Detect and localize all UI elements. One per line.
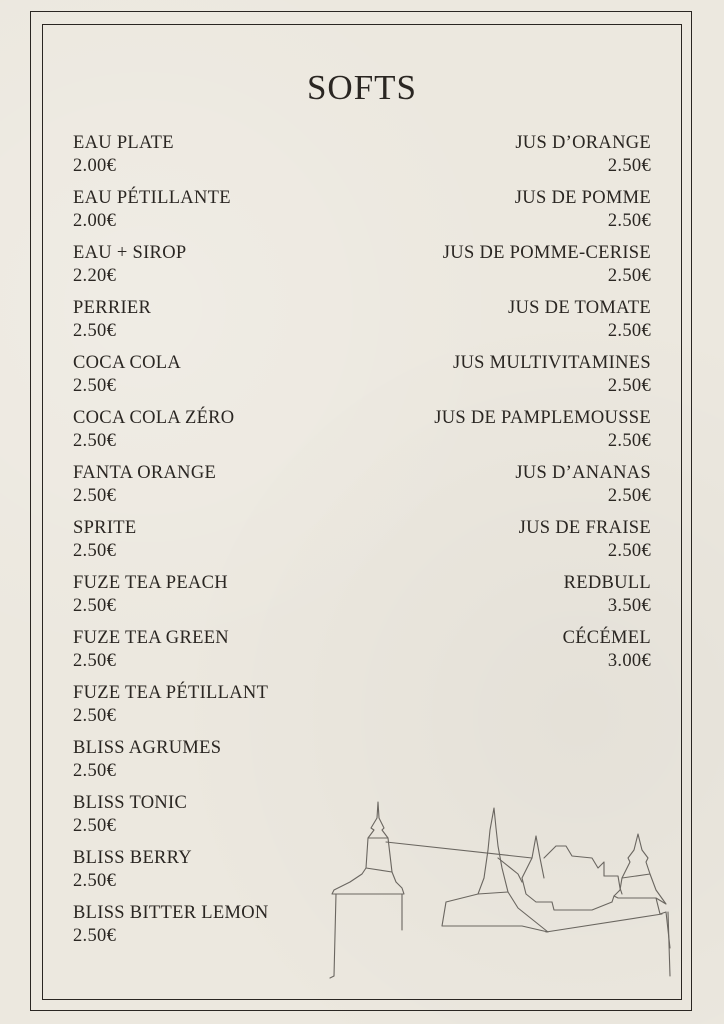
- item-name: FUZE TEA PEACH: [73, 573, 228, 593]
- list-item: [380, 352, 651, 407]
- item-name: BLISS BITTER LEMON: [73, 903, 269, 923]
- list-item: [73, 682, 373, 737]
- item-price: 2.50€: [607, 321, 651, 341]
- list-item: [73, 297, 373, 352]
- list-item: [380, 242, 651, 297]
- item-name: BLISS BERRY: [73, 848, 192, 868]
- list-item: [73, 462, 373, 517]
- item-name: FUZE TEA PÉTILLANT: [73, 683, 269, 703]
- list-item: [380, 572, 651, 627]
- castle-line-drawing-icon: [322, 798, 678, 982]
- item-price: 2.20€: [73, 266, 117, 286]
- list-item: [73, 737, 373, 792]
- item-price: 2.50€: [607, 266, 651, 286]
- item-name: EAU PLATE: [73, 133, 174, 153]
- item-name: FANTA ORANGE: [73, 463, 217, 483]
- item-name: JUS DE POMME-CERISE: [442, 243, 651, 263]
- item-price: 2.50€: [607, 541, 651, 561]
- item-price: 2.50€: [73, 541, 117, 561]
- item-price: 2.50€: [607, 486, 651, 506]
- item-name: JUS DE TOMATE: [507, 298, 651, 318]
- item-name: EAU PÉTILLANTE: [73, 188, 231, 208]
- item-price: 2.50€: [607, 431, 651, 451]
- list-item: [380, 407, 651, 462]
- item-name: COCA COLA: [73, 353, 182, 373]
- item-name: JUS DE PAMPLEMOUSSE: [434, 408, 651, 428]
- list-item: [73, 517, 373, 572]
- list-item: [380, 462, 651, 517]
- item-name: JUS DE POMME: [514, 188, 651, 208]
- item-price: 2.50€: [73, 651, 117, 671]
- list-item: [380, 627, 651, 682]
- item-name: JUS DE FRAISE: [518, 518, 651, 538]
- item-price: 2.50€: [73, 761, 117, 781]
- list-item: [73, 572, 373, 627]
- item-price: 2.50€: [73, 816, 117, 836]
- item-name: CÉCÉMEL: [562, 628, 651, 648]
- item-price: 3.00€: [607, 651, 651, 671]
- item-price: 2.50€: [73, 706, 117, 726]
- item-price: 3.50€: [607, 596, 651, 616]
- item-name: JUS D’ORANGE: [515, 133, 651, 153]
- item-price: 2.50€: [73, 871, 117, 891]
- item-name: REDBULL: [563, 573, 651, 593]
- item-name: SPRITE: [73, 518, 137, 538]
- item-name: BLISS AGRUMES: [73, 738, 222, 758]
- item-price: 2.00€: [73, 211, 117, 231]
- list-item: [380, 187, 651, 242]
- right-column: [380, 132, 651, 682]
- item-price: 2.50€: [73, 596, 117, 616]
- list-item: [73, 242, 373, 297]
- item-price: 2.50€: [607, 376, 651, 396]
- list-item: [380, 132, 651, 187]
- item-price: 2.50€: [73, 926, 117, 946]
- item-name: JUS D’ANANAS: [515, 463, 651, 483]
- item-price: 2.50€: [73, 431, 117, 451]
- list-item: [73, 132, 373, 187]
- item-price: 2.50€: [607, 156, 651, 176]
- item-name: PERRIER: [73, 298, 152, 318]
- item-name: FUZE TEA GREEN: [73, 628, 229, 648]
- item-price: 2.50€: [73, 486, 117, 506]
- list-item: [380, 517, 651, 572]
- item-price: 2.50€: [73, 321, 117, 341]
- item-name: JUS MULTIVITAMINES: [452, 353, 651, 373]
- list-item: [73, 187, 373, 242]
- list-item: [73, 407, 373, 462]
- item-price: 2.50€: [607, 211, 651, 231]
- menu-title: SOFTS: [306, 68, 418, 107]
- item-price: 2.50€: [73, 376, 117, 396]
- item-name: BLISS TONIC: [73, 793, 188, 813]
- item-name: EAU + SIROP: [73, 243, 187, 263]
- list-item: [380, 297, 651, 352]
- item-price: 2.00€: [73, 156, 117, 176]
- list-item: [73, 352, 373, 407]
- item-name: COCA COLA ZÉRO: [73, 408, 235, 428]
- list-item: [73, 627, 373, 682]
